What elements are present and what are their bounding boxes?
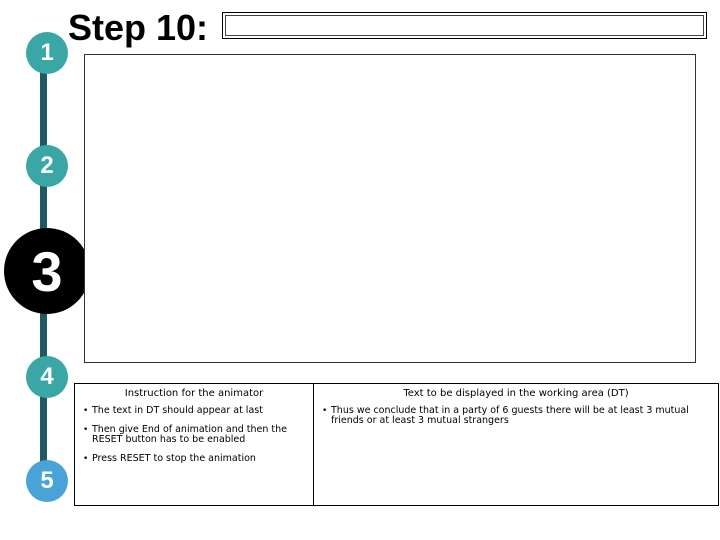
step-4-badge[interactable]: 4 xyxy=(26,356,68,398)
animator-instructions-list xyxy=(75,406,313,464)
step-1-badge[interactable]: 1 xyxy=(26,32,68,74)
instruction-table xyxy=(74,383,719,506)
animator-instruction-item: • Press RESET to stop the animation xyxy=(83,454,313,464)
display-text-column xyxy=(314,384,718,505)
working-area[interactable] xyxy=(84,54,696,363)
step-title-input[interactable] xyxy=(222,12,707,39)
display-text-item: • Thus we conclude that in a party of 6 guests there will be at least 3 mutual friends or at least 3 mutual strangers xyxy=(322,406,718,426)
display-text-list xyxy=(314,406,718,426)
step-title-input-field[interactable] xyxy=(225,15,704,36)
step-2-badge[interactable]: 2 xyxy=(26,145,68,187)
animator-instructions-header: Instruction for the animator xyxy=(124,388,264,399)
animator-instructions-column xyxy=(75,384,314,505)
step-5-badge[interactable]: 5 xyxy=(26,460,68,502)
step-3-badge-active[interactable]: 3 xyxy=(4,228,90,314)
animator-instruction-item: • Then give End of animation and then the RESET button has to be enabled xyxy=(83,425,313,445)
step-title: Step 10: xyxy=(68,7,209,48)
animator-instruction-item: • The text in DT should appear at last xyxy=(83,406,313,416)
display-text-header: Text to be displayed in the working area (DT) xyxy=(403,388,629,399)
